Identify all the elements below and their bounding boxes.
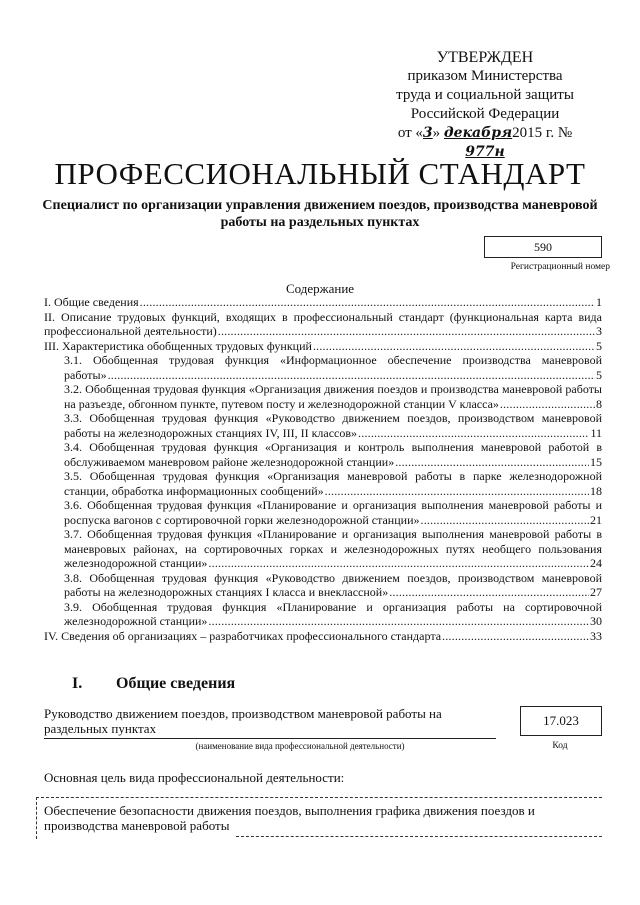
toc-page-number: 1 — [596, 295, 602, 309]
goal-box-top-border — [36, 797, 602, 798]
toc-entry — [44, 382, 602, 411]
toc-leader-dots — [108, 368, 595, 383]
toc-page-number: 5 — [596, 338, 602, 353]
registration-number-box: 590 — [484, 236, 602, 258]
toc-leader-dots — [500, 397, 595, 412]
toc-page-number: 11 — [590, 425, 602, 440]
toc-page-number: 15 — [590, 454, 602, 469]
toc-entry-text: работы на железнодорожных станциях I класса и внеклассной» — [64, 585, 389, 599]
toc-page-number: 5 — [596, 367, 602, 382]
toc-entry-text: III. Характеристика обобщенных трудовых функций — [44, 338, 312, 353]
toc-entry-text: железнодорожной станции» — [64, 556, 208, 570]
toc-leader-dots — [218, 324, 595, 339]
toc-entry-text: роспуска вагонов с сортировочной горки железнодорожной станции» — [64, 512, 420, 527]
goal-box-left-border — [36, 797, 37, 839]
approval-month: декабря — [443, 125, 513, 141]
toc-entry — [44, 339, 602, 354]
section-number: I. — [72, 675, 83, 692]
toc-page-number: 18 — [590, 483, 602, 498]
toc-page-number: 3 — [596, 324, 602, 338]
toc-entry — [44, 353, 602, 382]
toc-page-number: 33 — [590, 628, 602, 643]
toc-entry-text: работы» — [64, 367, 107, 382]
toc-entry — [44, 498, 602, 527]
toc-entry-text-head: 3.4. Обобщенная трудовая функция «Организация и контроль выполнения маневровой работой в — [64, 440, 602, 454]
standard-subtitle: Специалист по организации управления движением поездов, производства маневровой работы на раздельных пунктах — [42, 198, 598, 230]
toc-entry-text: IV. Сведения об организациях – разработчиках профессионального стандарта — [44, 628, 442, 643]
toc-page-number: 30 — [590, 614, 602, 628]
approval-block — [380, 48, 590, 162]
toc-entry-text: железнодорожной станции» — [64, 614, 208, 628]
date-mid: » — [432, 125, 441, 141]
toc-entry-text: I. Общие сведения — [44, 295, 139, 309]
approval-title: УТВЕРЖДЕН — [436, 49, 534, 66]
toc-page-number: 27 — [590, 585, 602, 599]
toc-entry-text-head: II. Описание трудовых функций, входящих в профессиональный стандарт (функциональная карта вида — [44, 309, 602, 324]
toc-entry-text-head: 3.5. Обобщенная трудовая функция «Организация маневровой работы в парке железнодорожной — [64, 469, 602, 483]
approval-year: 2015 г. № — [512, 125, 573, 141]
approval-line-1: приказом Министерства — [407, 68, 563, 84]
toc-leader-dots — [140, 295, 595, 310]
activity-name: Руководство движением поездов, производством маневровой работы на раздельных пунктах — [44, 706, 442, 736]
activity-code-box: 17.023 — [520, 706, 602, 736]
date-prefix: от « — [397, 125, 423, 141]
toc-entry-text: работы на железнодорожных станциях IV, III, II классов» — [64, 425, 358, 440]
toc-leader-dots — [395, 455, 589, 470]
toc-entry — [44, 440, 602, 469]
toc-leader-dots — [325, 484, 589, 499]
toc-leader-dots — [442, 629, 589, 644]
activity-caption: (наименование вида профессиональной деятельности) — [195, 741, 405, 751]
toc-entry-text: обслуживаемом маневровом районе железнодорожной станции» — [64, 454, 395, 469]
toc-entry-text-head: 3.2. Обобщенная трудовая функция «Организация движения поездов и производства маневровой работы — [64, 382, 602, 396]
toc-entry-text: на разъезде, обгонном пункте, путевом посту и железнодорожной станции V класса» — [64, 396, 499, 411]
toc-entry — [44, 527, 602, 571]
approval-number: 977н — [465, 144, 505, 160]
toc-entry-text: станции, обработка информационных сообщений» — [64, 483, 324, 498]
goal-label: Основная цель вида профессиональной деятельности: — [44, 770, 345, 785]
toc-leader-dots — [421, 513, 590, 528]
toc-entry — [44, 295, 602, 310]
toc-entry-text-head: 3.3. Обобщенная трудовая функция «Руководство движением поездов, производством маневровой — [64, 411, 602, 425]
toc-entry — [44, 571, 602, 600]
toc-leader-dots — [358, 426, 589, 441]
toc-entry — [44, 600, 602, 629]
registration-label: Регистрационный номер — [510, 262, 610, 272]
toc-entry-text-head: 3.1. Обобщенная трудовая функция «Информационное обеспечение производства маневровой — [64, 353, 602, 367]
goal-text: Обеспечение безопасности движения поездов, выполнения графика движения поездов и производства маневровой работы — [44, 803, 535, 833]
toc-leader-dots — [208, 614, 589, 629]
toc-title: Содержание — [285, 281, 355, 296]
toc-page-number: 8 — [596, 396, 602, 411]
toc-page-number: 24 — [590, 556, 602, 570]
toc-leader-dots — [313, 339, 595, 354]
toc-entry — [44, 629, 602, 644]
toc-entry-text-head: 3.7. Обобщенная трудовая функция «Планирование и организация выполнения маневровой работы в маневровых районах, на сортировочных горках и железнодорожных путях необщего пользования — [64, 527, 602, 556]
section-title: Общие сведения — [116, 675, 236, 692]
toc-leader-dots — [208, 556, 589, 571]
toc-entry — [44, 411, 602, 440]
toc-entry-text-head: 3.6. Обобщенная трудовая функция «Планирование и организация выполнения маневровой работы и — [64, 498, 602, 512]
toc-entry — [44, 469, 602, 498]
toc-entry-text-head: 3.8. Обобщенная трудовая функция «Руководство движением поездов, производством маневровой — [64, 570, 602, 585]
page-title: ПРОФЕССИОНАЛЬНЫЙ СТАНДАРТ — [54, 156, 586, 191]
approval-day: 3 — [422, 125, 433, 141]
toc-page-number: 21 — [590, 512, 602, 527]
activity-underline — [44, 738, 496, 739]
toc-leader-dots — [389, 585, 589, 600]
code-caption: Код — [552, 741, 568, 751]
section-heading — [72, 675, 235, 693]
toc-entry-text: профессиональной деятельности) — [44, 324, 217, 338]
toc-entry-text-head: 3.9. Обобщенная трудовая функция «Планирование и организация работы на сортировочной — [64, 599, 602, 614]
approval-line-2: труда и социальной защиты — [396, 87, 574, 103]
goal-box-bottom-border — [236, 836, 602, 837]
approval-line-3: Российской Федерации — [410, 106, 560, 122]
table-of-contents — [44, 295, 602, 643]
toc-entry — [44, 310, 602, 339]
